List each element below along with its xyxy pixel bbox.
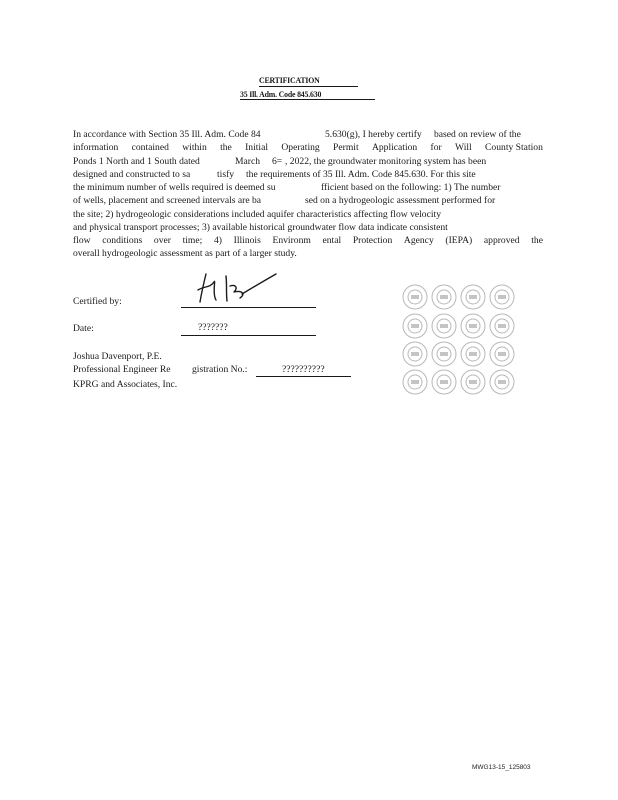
text-segment: and physical transport processes; 3) available historical groundwater flow data indicate consistent <box>73 221 448 233</box>
text-segment: Agency <box>403 235 434 246</box>
paragraph-line-3 <box>73 155 487 168</box>
text-segment: Illinois <box>233 235 261 246</box>
signature-stroke <box>242 274 276 294</box>
text-segment: the requirements of 35 Ill. Adm. Code 845.630. For this site <box>246 168 476 180</box>
registration-line <box>256 376 351 377</box>
text-segment: 5.630(g), I hereby certify <box>325 129 422 140</box>
engineer-seal <box>401 284 517 396</box>
text-segment: (IEPA) <box>445 235 473 246</box>
paragraph-line-10 <box>73 247 297 260</box>
text-segment: flow <box>73 235 91 246</box>
paragraph-line-6 <box>73 194 496 207</box>
text-segment: Initial <box>245 142 269 153</box>
paragraph-line-5 <box>73 181 501 194</box>
text-segment: Professional Engineer Re <box>73 364 171 375</box>
text-segment: gistration No.: <box>192 364 248 375</box>
registration-label <box>73 364 248 375</box>
title-underline <box>259 86 358 87</box>
signature-image <box>196 268 286 308</box>
text-segment: for <box>430 142 442 153</box>
certification-paragraph <box>73 128 543 268</box>
text-segment: Ponds 1 North and 1 South dated <box>73 155 200 167</box>
text-segment: of wells, placement and screened intervals are ba <box>73 195 262 206</box>
text-segment: 4) <box>213 235 222 246</box>
paragraph-line-1 <box>73 128 521 141</box>
text-segment: based on review of the <box>434 129 521 140</box>
certification-title: CERTIFICATION <box>259 75 320 85</box>
text-segment: sed on a hydrogeologic assessment performed for <box>305 195 496 206</box>
paragraph-line-4 <box>73 168 476 181</box>
text-segment: Protection <box>352 235 393 246</box>
text-segment: , 2022, the groundwater monitoring system has been <box>285 155 487 167</box>
text-segment: 6= <box>272 155 283 167</box>
company-name: KPRG and Associates, Inc. <box>73 379 178 390</box>
paragraph-line-9 <box>73 234 543 247</box>
certified-by-label: Certified by: <box>73 296 122 307</box>
document-id: MWG13-15_125803 <box>472 764 531 771</box>
text-segment: the <box>220 142 232 153</box>
date-value: ??????? <box>198 322 228 333</box>
paragraph-line-8 <box>73 221 448 234</box>
text-segment: within <box>182 142 207 153</box>
text-segment: the <box>531 235 543 246</box>
text-segment: the minimum number of wells required is deemed su <box>73 182 276 193</box>
text-segment: Application <box>371 142 418 153</box>
text-segment: County Station <box>485 142 543 153</box>
text-segment: contained <box>131 142 169 153</box>
paragraph-line-7 <box>73 208 441 221</box>
text-segment: tisfy <box>217 168 235 180</box>
code-reference: 35 Ill. Adm. Code 845.630 <box>240 89 322 99</box>
text-segment: fficient based on the following: 1) The number <box>321 182 501 193</box>
text-segment: approved <box>483 235 520 246</box>
registration-number: ?????????? <box>282 364 325 375</box>
code-reference-underline <box>240 99 375 100</box>
text-segment: Permit <box>333 142 359 153</box>
text-segment: over <box>153 235 171 246</box>
text-segment: overall hydrogeologic assessment as part of a larger study. <box>73 248 297 259</box>
text-segment: conditions <box>102 235 143 246</box>
text-segment: March <box>235 155 261 167</box>
paragraph-line-2 <box>73 141 543 154</box>
text-segment: ental <box>322 235 342 246</box>
text-segment: the site; 2) hydrogeologic considerations included aquifer characteristics affecting flow velocity <box>73 208 441 220</box>
text-segment: information <box>73 142 119 153</box>
text-segment: Environm <box>272 235 311 246</box>
text-segment: time; <box>182 235 203 246</box>
text-segment: In accordance with Section 35 Ill. Adm. Code 84 <box>73 129 261 140</box>
date-line <box>181 335 316 336</box>
signature-line <box>181 307 316 308</box>
text-segment: Will <box>455 142 472 153</box>
text-segment: Operating <box>281 142 320 153</box>
text-segment: designed and constructed to sa <box>73 168 191 180</box>
engineer-name: Joshua Davenport, P.E. <box>73 351 162 362</box>
date-label: Date: <box>73 323 94 334</box>
signature-stroke <box>230 285 243 298</box>
signature-stroke <box>226 276 227 301</box>
